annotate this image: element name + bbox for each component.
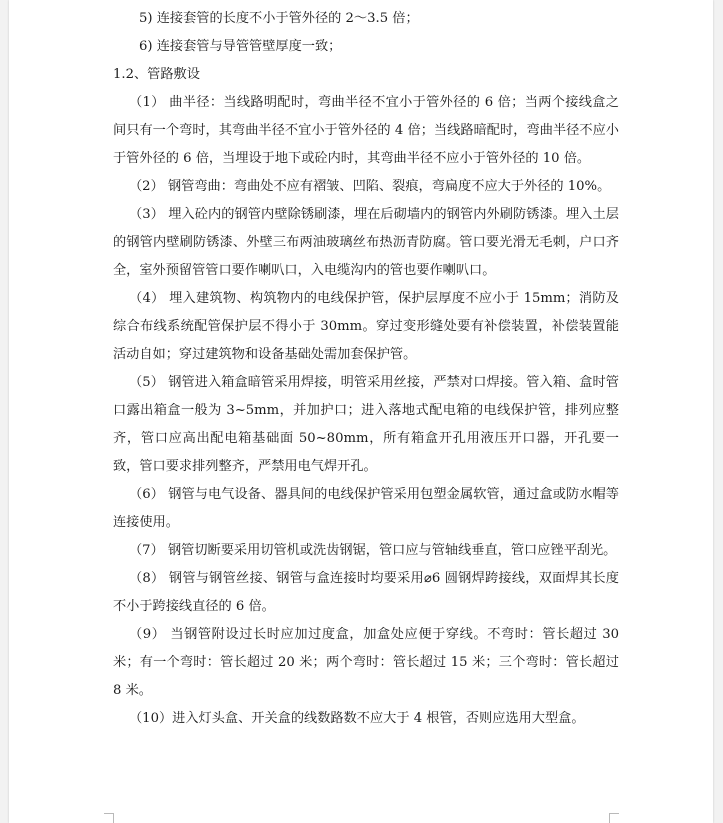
paragraph-item-5: 5) 连接套管的长度不小于管外径的 2～3.5 倍； — [139, 11, 419, 26]
paragraph-box-entry: （5） 钢管进入箱盒暗管采用焊接，明管采用丝接，严禁对口焊接。管入箱、盒时管口露出箱盒一般为 3~5mm，并加护口；进入落地式配电箱的电线保护管，排列应整齐，管口应高出配电箱基础面 50~80mm，所有箱盒开孔用液压开口器，开孔要一致，管口要求排列整齐，严禁用电气焊开孔。 — [113, 375, 619, 474]
paragraph-bonding-jumper: （8） 钢管与钢管丝接、钢管与盒连接时均要采用⌀6 圆钢焊跨接线，双面焊其长度不小于跨接线直径的 6 倍。 — [113, 571, 619, 614]
paragraph-rust-protection: （3） 埋入砼内的钢管内壁除锈刷漆，埋在后砌墙内的钢管内外刷防锈漆。埋入土层的钢管内壁刷防锈漆、外壁三布两油玻璃丝布热沥青防腐。管口要光滑无毛刺，户口齐全，室外预留管管口要作喇叭口，入电缆沟内的管也要作喇叭口。 — [113, 207, 619, 278]
paragraph-pipe-bending: （2） 钢管弯曲：弯曲处不应有褶皱、凹陷、裂痕，弯扁度不应大于外径的 10%。 — [129, 179, 611, 194]
paragraph-bend-radius: （1） 曲半径：当线路明配时，弯曲半径不宜小于管外径的 6 倍；当两个接线盒之间只有一个弯时，其弯曲半径不宜小于管外径的 4 倍；当线路暗配时，弯曲半径不应小于管外径的 6 倍，当埋设于地下或砼内时，其弯曲半径不应小于管外径的 10 倍。 — [113, 95, 619, 166]
paragraph-pipe-cutting: （7） 钢管切断要采用切管机或洗齿钢锯，管口应与管轴线垂直，管口应锉平刮光。 — [129, 543, 617, 558]
document-body — [113, 5, 619, 733]
paragraph-protection-layer: （4） 埋入建筑物、构筑物内的电线保护管，保护层厚度不应小于 15mm；消防及综合布线系统配管保护层不得小于 30mm。穿过变形缝处要有补偿装置，补偿装置能活动自如；穿过建筑物和设备基础处需加套保护管。 — [113, 291, 619, 362]
paragraph-box-capacity: （10）进入灯头盒、开关盒的线数路数不应大于 4 根管，否则应选用大型盒。 — [129, 711, 585, 726]
paragraph-item-6: 6) 连接套管与导管管壁厚度一致； — [139, 39, 342, 54]
section-heading: 1.2、管路敷设 — [113, 67, 200, 82]
paragraph-flexible-conduit: （6） 钢管与电气设备、器具间的电线保护管采用包塑金属软管，通过盒或防水帽等连接使用。 — [113, 487, 619, 530]
margin-corner-mark-right — [609, 813, 619, 823]
paragraph-pull-box: （9） 当钢管附设过长时应加过度盒，加盒处应便于穿线。不弯时：管长超过 30 米；有一个弯时：管长超过 20 米；两个弯时：管长超过 15 米；三个弯时：管长超过 8 米。 — [113, 627, 619, 698]
margin-corner-mark-left — [104, 813, 114, 823]
document-page — [9, 0, 713, 823]
